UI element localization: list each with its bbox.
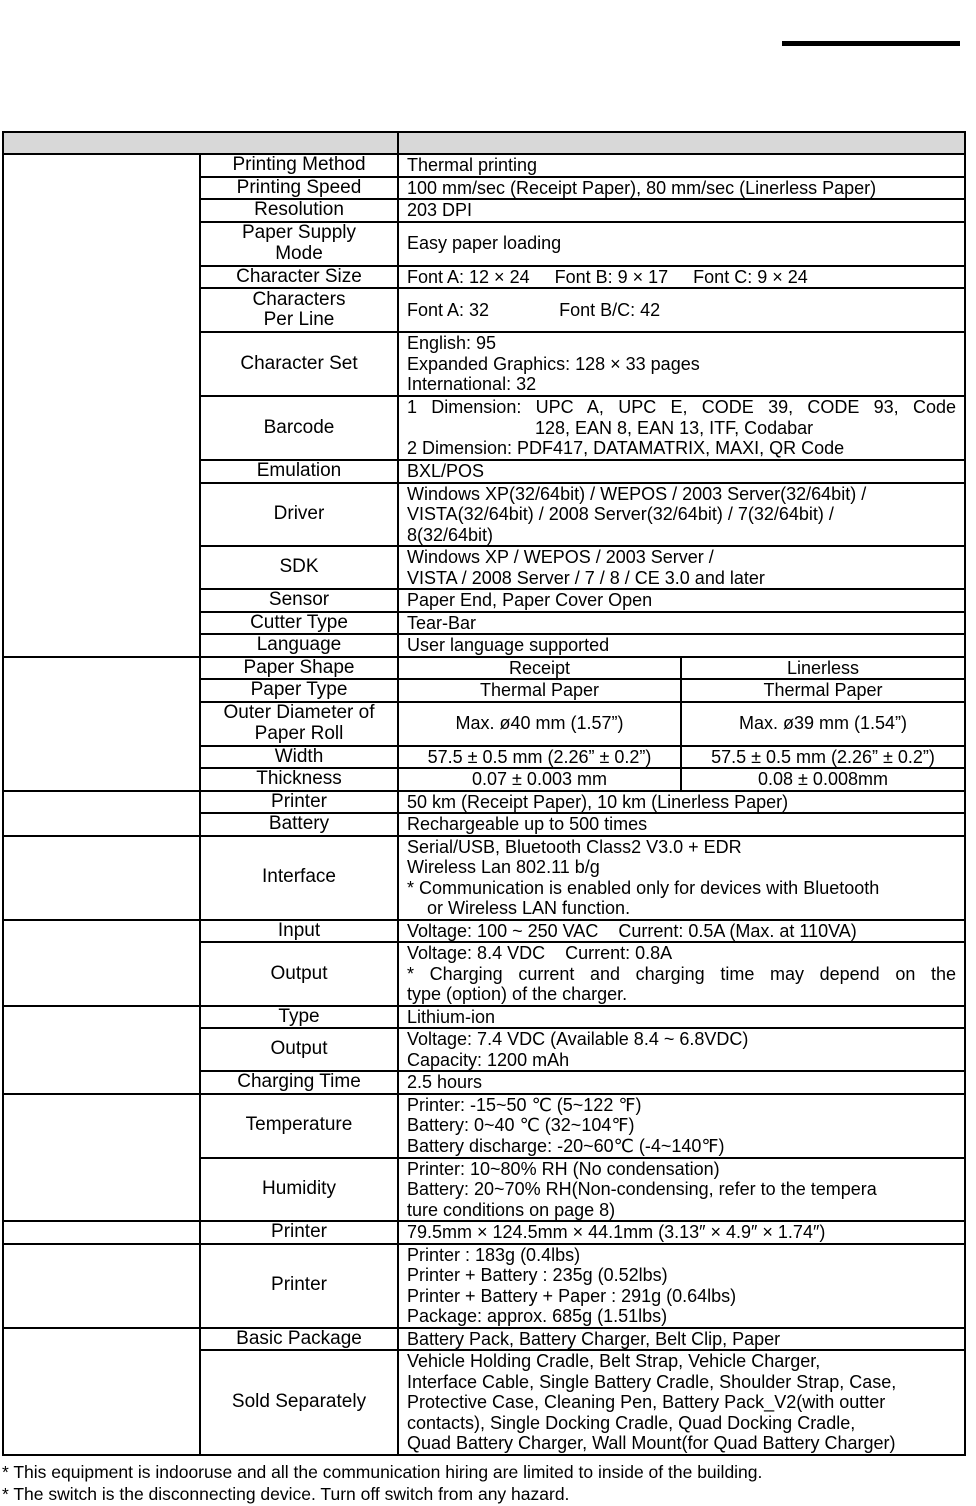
linerless-value: Thermal Paper [681, 679, 965, 702]
table-row [3, 791, 965, 814]
item-value: Battery Pack, Battery Charger, Belt Clip, Paper [398, 1328, 965, 1351]
value-line: Quad Battery Charger, Wall Mount(for Quad Battery Charger) [407, 1433, 896, 1453]
value-line: ture conditions on page 8) [407, 1199, 616, 1220]
category-interface [3, 836, 200, 920]
item-value: 100 mm/sec (Receipt Paper), 80 mm/sec (Linerless Paper) [398, 177, 965, 200]
item-label: Cutter Type [200, 612, 398, 635]
table-row [3, 1006, 965, 1029]
item-label: Width [200, 746, 398, 769]
item-value [398, 1158, 965, 1222]
label-line: Per Line [263, 309, 335, 330]
value-line: or Wireless LAN function. [427, 898, 631, 918]
item-value: Easy paper loading [398, 222, 965, 266]
item-label: Humidity [200, 1158, 398, 1222]
table-header-row [3, 132, 965, 154]
table-row [3, 920, 965, 943]
item-label: Printing Method [200, 154, 398, 177]
value-line: VISTA / 2008 Server / 7 / 8 / CE 3.0 and later [407, 567, 765, 588]
item-label: Character Size [200, 266, 398, 289]
value-line: VISTA(32/64bit) / 2008 Server(32/64bit) / 7(32/64bit) / [407, 504, 834, 524]
table-row [3, 1244, 965, 1328]
value-line: Serial/USB, Bluetooth Class2 V3.0 + EDR [407, 836, 742, 857]
spec-table [2, 131, 966, 1456]
item-label: Resolution [200, 199, 398, 222]
table-row [3, 836, 965, 920]
receipt-value: Receipt [398, 657, 681, 680]
item-label: Printer [200, 1221, 398, 1244]
header-rule [782, 41, 960, 46]
header-item [3, 132, 398, 154]
item-value [398, 836, 965, 920]
item-label: Output [200, 942, 398, 1006]
item-value: 50 km (Receipt Paper), 10 km (Linerless Paper) [398, 791, 965, 814]
item-value: Rechargeable up to 500 times [398, 813, 965, 836]
item-value: 2.5 hours [398, 1071, 965, 1094]
label-line: Mode [275, 242, 323, 264]
item-value [398, 1244, 965, 1328]
value-line: Printer: -15~50 ℃ (5~122 ℉) [407, 1094, 642, 1115]
value-line: Protective Case, Cleaning Pen, Battery Pack_V2(with outter [407, 1392, 886, 1412]
value-line: * Communication is enabled only for devices with Bluetooth [407, 877, 880, 898]
linerless-value: Max. ø39 mm (1.54”) [681, 702, 965, 746]
item-label: Barcode [200, 396, 398, 460]
item-value: Lithium-ion [398, 1006, 965, 1029]
value-line: Printer : 183g (0.4lbs) [407, 1244, 581, 1265]
linerless-value: 0.08 ± 0.008mm [681, 768, 965, 791]
item-label: Sold Separately [200, 1350, 398, 1455]
item-label: Paper Shape [200, 657, 398, 680]
value-line: * Charging current and charging time may depend on the [407, 963, 956, 984]
value-line: Windows XP / WEPOS / 2003 Server / [407, 547, 714, 567]
label-line: Outer Diameter of [223, 702, 375, 723]
value-line: Windows XP(32/64bit) / WEPOS / 2003 Server(32/64bit) / [407, 483, 867, 504]
item-value [398, 1094, 965, 1158]
item-value: 203 DPI [398, 199, 965, 222]
item-value [398, 1028, 965, 1071]
category-paper [3, 657, 200, 791]
category-printing [3, 154, 200, 657]
value-line: 1 Dimension: UPC A, UPC E, CODE 39, CODE 93, Code [407, 397, 956, 418]
item-value [398, 1350, 965, 1455]
item-label: Thickness [200, 768, 398, 791]
item-value: Thermal printing [398, 154, 965, 177]
item-label: Output [200, 1028, 398, 1071]
linerless-value: 57.5 ± 0.5 mm (2.26” ± 0.2”) [681, 746, 965, 769]
item-value: Font A: 32 Font B/C: 42 [398, 288, 965, 332]
value-line: Battery discharge: -20~60℃ (-4~140℉) [407, 1135, 725, 1156]
item-label: Driver [200, 483, 398, 547]
item-label [200, 288, 398, 332]
category-battery [3, 1006, 200, 1094]
item-label: Battery [200, 813, 398, 836]
table-row [3, 154, 965, 177]
label-line: Paper Supply [241, 222, 357, 243]
item-value: Font A: 12 × 24 Font B: 9 × 17 Font C: 9 × 24 [398, 266, 965, 289]
value-line: Expanded Graphics: 128 × 33 pages [407, 353, 700, 374]
item-value: User language supported [398, 634, 965, 657]
category-weight [3, 1244, 200, 1328]
item-value: Voltage: 100 ~ 250 VAC Current: 0.5A (Max. at 110VA) [398, 920, 965, 943]
table-row [3, 1094, 965, 1158]
item-label [200, 222, 398, 266]
value-line: contacts), Single Docking Cradle, Quad Docking Cradle, [407, 1412, 856, 1433]
value-line: Printer + Battery : 235g (0.52lbs) [407, 1265, 668, 1285]
category-accessories [3, 1328, 200, 1455]
value-line: 2 Dimension: PDF417, DATAMATRIX, MAXI, QR Code [407, 438, 845, 459]
item-value [398, 332, 965, 396]
receipt-value: 57.5 ± 0.5 mm (2.26” ± 0.2”) [398, 746, 681, 769]
footnote-switch: * The switch is the disconnecting device. Turn off switch from any hazard. [2, 1484, 570, 1504]
category-reliability [3, 791, 200, 836]
item-label: Character Set [200, 332, 398, 396]
label-line: Characters [252, 288, 346, 310]
table-row [3, 1328, 965, 1351]
item-label: Printer [200, 1244, 398, 1328]
receipt-value: Thermal Paper [398, 679, 681, 702]
linerless-value: Linerless [681, 657, 965, 680]
value-line: Wireless Lan 802.11 b/g [407, 857, 600, 877]
table-row [3, 657, 965, 680]
category-charger [3, 920, 200, 1006]
value-line: English: 95 [407, 333, 497, 354]
item-label: Printing Speed [200, 177, 398, 200]
item-value [398, 546, 965, 589]
value-line: 128, EAN 8, EAN 13, ITF, Codabar [535, 417, 814, 438]
value-line: Voltage: 7.4 VDC (Available 8.4 ~ 6.8VDC) [407, 1029, 749, 1049]
category-dimensions [3, 1221, 200, 1244]
item-value [398, 942, 965, 1006]
item-value: Paper End, Paper Cover Open [398, 589, 965, 612]
footnote-indoor-use: * This equipment is indooruse and all the communication hiring are limited to inside of the building. [2, 1462, 763, 1482]
value-line: Printer + Battery + Paper : 291g (0.64lbs) [407, 1285, 737, 1306]
item-label: Input [200, 920, 398, 943]
item-label: Language [200, 634, 398, 657]
value-line: Voltage: 8.4 VDC Current: 0.8A [407, 943, 673, 963]
item-label: SDK [200, 546, 398, 589]
value-line: Vehicle Holding Cradle, Belt Strap, Vehicle Charger, [407, 1351, 821, 1371]
header-description [398, 132, 965, 154]
value-line: type (option) of the charger. [407, 984, 628, 1004]
table-row [3, 1221, 965, 1244]
value-line: 8(32/64bit) [407, 524, 494, 545]
value-line: Capacity: 1200 mAh [407, 1049, 570, 1070]
item-label: Interface [200, 836, 398, 920]
item-value [398, 483, 965, 547]
receipt-value: 0.07 ± 0.003 mm [398, 768, 681, 791]
item-label: Temperature [200, 1094, 398, 1158]
item-label: Type [200, 1006, 398, 1029]
item-label: Sensor [200, 589, 398, 612]
item-label: Paper Type [200, 679, 398, 702]
value-line: Battery: 0~40 ℃ (32~104℉) [407, 1115, 635, 1136]
item-label: Emulation [200, 460, 398, 483]
value-line: Package: approx. 685g (1.51lbs) [407, 1306, 668, 1326]
item-value: Tear-Bar [398, 612, 965, 635]
value-line: Printer: 10~80% RH (No condensation) [407, 1158, 720, 1179]
item-label: Printer [200, 791, 398, 814]
value-line: International: 32 [407, 374, 537, 395]
value-line: Battery: 20~70% RH(Non-condensing, refer to the tempera [407, 1179, 877, 1199]
item-value: BXL/POS [398, 460, 965, 483]
receipt-value: Max. ø40 mm (1.57”) [398, 702, 681, 746]
category-environment [3, 1094, 200, 1222]
item-label: Basic Package [200, 1328, 398, 1351]
item-value: 79.5mm × 124.5mm × 44.1mm (3.13″ × 4.9″ × 1.74″) [398, 1221, 965, 1244]
item-value [398, 396, 965, 460]
item-label [200, 702, 398, 746]
value-line: Interface Cable, Single Battery Cradle, Shoulder Strap, Case, [407, 1371, 897, 1392]
label-line: Paper Roll [254, 722, 344, 744]
item-label: Charging Time [200, 1071, 398, 1094]
